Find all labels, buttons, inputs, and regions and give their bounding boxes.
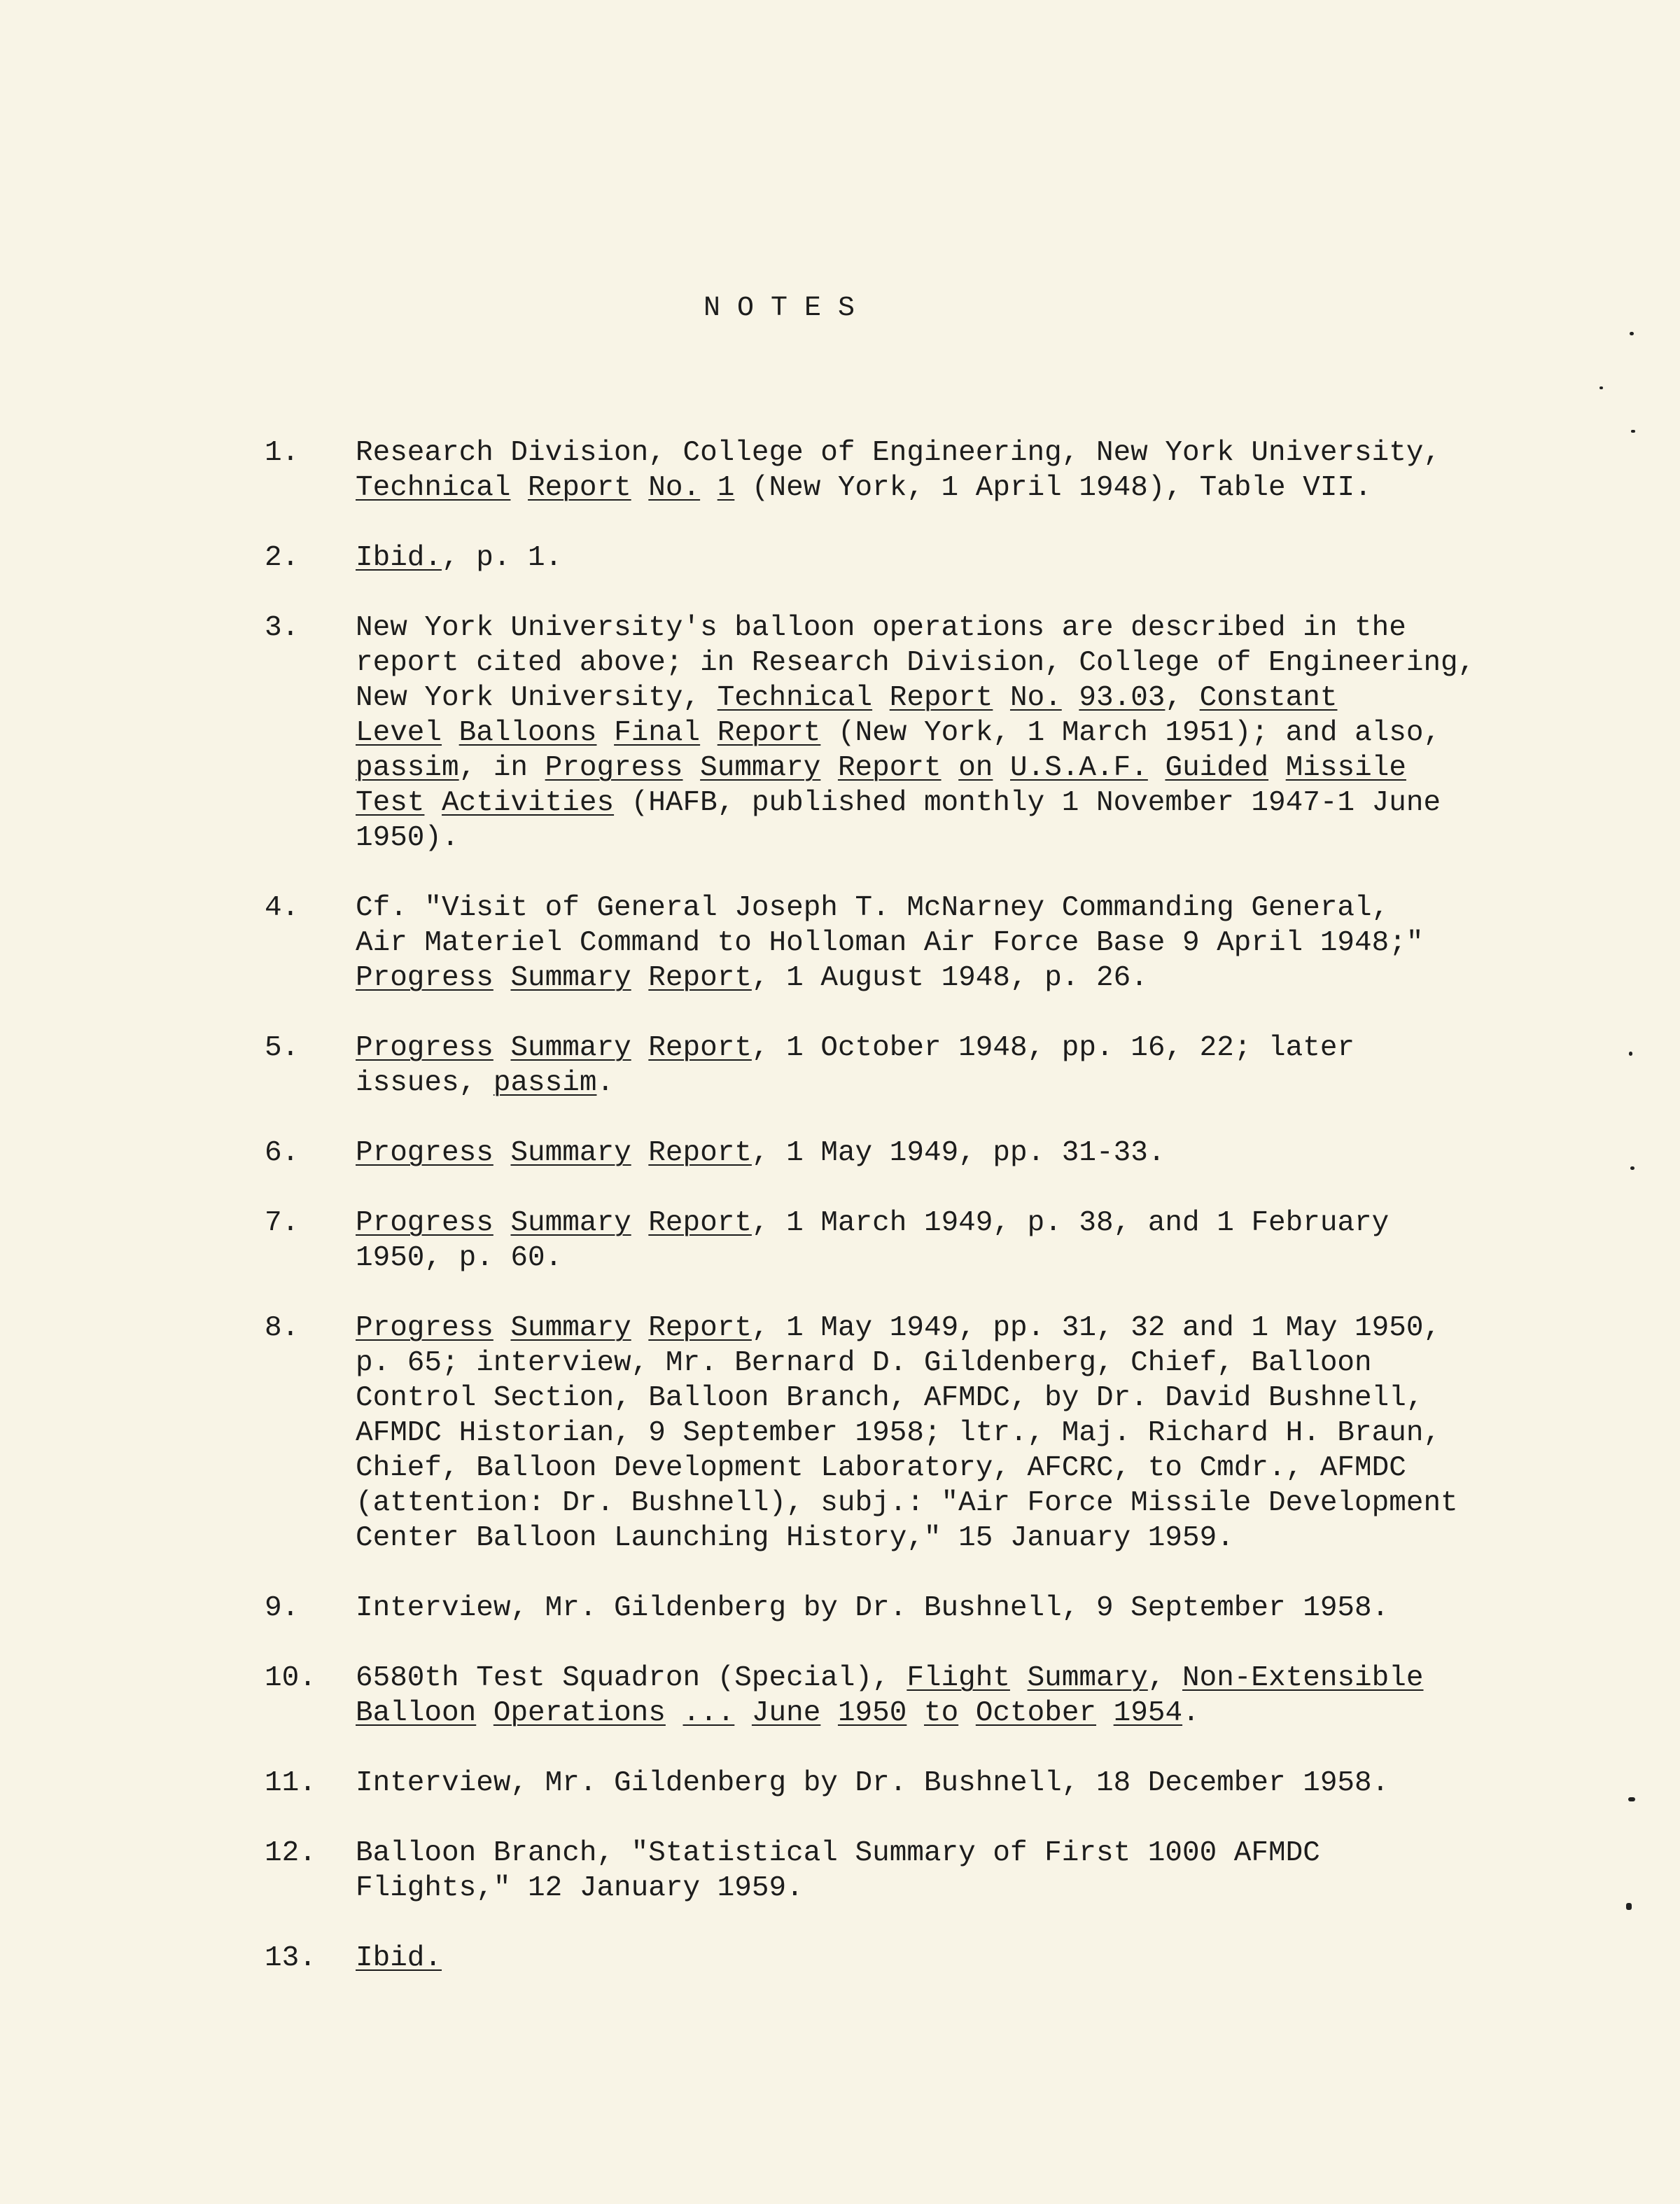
note-text — [356, 1136, 1532, 1171]
note-number: 1. — [265, 437, 300, 469]
underlined-title-segment: Progress — [356, 1207, 493, 1239]
margin-speck — [1626, 1903, 1632, 1910]
text-segment — [1268, 752, 1286, 784]
note-line — [356, 1066, 1532, 1101]
text-segment — [631, 962, 649, 994]
margin-speck — [1631, 430, 1635, 433]
text-segment: p. 65; interview, Mr. Bernard D. Gildenberg, Chief, Balloon — [356, 1347, 1372, 1379]
underlined-title-segment: Report — [648, 1207, 752, 1239]
text-segment: New York University's balloon operations are described in the — [356, 612, 1406, 644]
text-segment — [993, 752, 1010, 784]
note-line — [356, 1941, 1532, 1976]
text-segment — [1010, 1662, 1028, 1694]
text-segment — [872, 682, 890, 714]
text-segment — [631, 1137, 649, 1169]
text-segment — [631, 1207, 649, 1239]
underlined-title-segment: 1 — [717, 472, 735, 504]
text-segment: 6580th Test Squadron (Special), — [356, 1662, 907, 1694]
underlined-title-segment: Report — [837, 752, 941, 784]
text-segment: . — [1182, 1697, 1200, 1729]
underlined-title-segment: Flight — [906, 1662, 1010, 1694]
text-segment — [700, 717, 718, 749]
text-segment: Balloon Branch, "Statistical Summary of First 1000 AFMDC — [356, 1837, 1320, 1869]
text-segment — [510, 472, 528, 504]
underlined-title-segment: Level — [356, 717, 442, 749]
text-segment: AFMDC Historian, 9 September 1958; ltr., Maj. Richard H. Braun, — [356, 1417, 1441, 1449]
note-number: 4. — [265, 892, 300, 924]
text-segment: New York University, — [356, 682, 718, 714]
text-segment — [1062, 682, 1079, 714]
margin-speck — [1630, 1166, 1634, 1170]
underlined-title-segment: Test — [356, 787, 425, 819]
text-segment — [493, 962, 511, 994]
text-segment: 1950). — [356, 822, 459, 854]
note-text — [356, 435, 1532, 505]
note-line — [356, 821, 1532, 856]
text-segment — [734, 1697, 752, 1729]
text-segment — [700, 472, 718, 504]
text-segment — [820, 752, 838, 784]
underlined-title-segment: Progress — [356, 1312, 493, 1344]
margin-speck — [1630, 332, 1634, 335]
underlined-title-segment: Summary — [510, 1312, 631, 1344]
note-number: 6. — [265, 1137, 300, 1169]
note-number: 2. — [265, 542, 300, 574]
text-segment: (attention: Dr. Bushnell), subj.: "Air Force Missile Development — [356, 1487, 1458, 1519]
underlined-title-segment: Summary — [510, 1032, 631, 1064]
underlined-title-segment: Summary — [510, 1137, 631, 1169]
text-segment: Center Balloon Launching History," 15 January 1959. — [356, 1522, 1234, 1554]
text-segment — [631, 1032, 649, 1064]
note-line — [356, 1136, 1532, 1171]
underlined-title-segment: Progress — [545, 752, 683, 784]
underlined-title-segment: Technical — [717, 682, 873, 714]
note-line — [356, 1661, 1532, 1696]
note-line — [356, 1591, 1532, 1626]
note-line — [356, 681, 1532, 716]
underlined-title-segment: Progress — [356, 1032, 493, 1064]
text-segment: , p. 1. — [442, 542, 563, 574]
underlined-title-segment: Report — [648, 1312, 752, 1344]
text-segment — [424, 787, 442, 819]
text-segment: , 1 March 1949, p. 38, and 1 February — [751, 1207, 1390, 1239]
page-title: NOTES — [704, 293, 872, 324]
note-line — [356, 961, 1532, 996]
underlined-title-segment: Missile — [1285, 752, 1406, 784]
underlined-title-segment: Activities — [442, 787, 615, 819]
note-number: 9. — [265, 1592, 300, 1624]
note-line — [356, 1766, 1532, 1801]
note-line — [356, 1031, 1532, 1066]
text-segment: , 1 October 1948, pp. 16, 22; later — [751, 1032, 1355, 1064]
underlined-title-segment: No. — [648, 472, 701, 504]
margin-speck — [1628, 1797, 1635, 1801]
underlined-title-segment: Summary — [510, 1207, 631, 1239]
text-segment: 1950, p. 60. — [356, 1242, 563, 1274]
note-text — [356, 1661, 1532, 1731]
text-segment — [493, 1312, 511, 1344]
underlined-title-segment: Report — [648, 1032, 752, 1064]
note-number: 7. — [265, 1207, 300, 1239]
text-segment: report cited above; in Research Division, College of Engineering, — [356, 647, 1476, 679]
text-segment: (HAFB, published monthly 1 November 1947-1 June — [614, 787, 1441, 819]
note-number: 10. — [265, 1662, 316, 1694]
text-segment: Control Section, Balloon Branch, AFMDC, by Dr. David Bushnell, — [356, 1382, 1424, 1414]
text-segment: Air Materiel Command to Holloman Air Force Base 9 April 1948;" — [356, 927, 1424, 959]
text-segment — [820, 1697, 838, 1729]
underlined-title-segment: to — [923, 1697, 959, 1729]
note-line — [356, 1521, 1532, 1556]
text-segment: Cf. "Visit of General Joseph T. McNarney Commanding General, — [356, 892, 1390, 924]
note-number: 12. — [265, 1837, 316, 1869]
note-line — [356, 435, 1532, 470]
text-segment: , in — [458, 752, 545, 784]
text-segment: Research Division, College of Engineering, New York University, — [356, 437, 1441, 469]
note-text — [356, 1206, 1532, 1276]
note-text — [356, 540, 1532, 576]
underlined-title-segment: Summary — [510, 962, 631, 994]
underlined-title-segment: Non-Extensible — [1182, 1662, 1424, 1694]
note-line — [356, 1381, 1532, 1416]
note-line — [356, 1696, 1532, 1731]
text-segment: , 1 May 1949, pp. 31-33. — [751, 1137, 1166, 1169]
note-text — [356, 611, 1532, 856]
note-line — [356, 1346, 1532, 1381]
note-line — [356, 1206, 1532, 1241]
note-line — [356, 646, 1532, 681]
text-segment — [596, 717, 614, 749]
text-segment — [906, 1697, 924, 1729]
note-text — [356, 1836, 1532, 1906]
text-segment: Flights," 12 January 1959. — [356, 1872, 804, 1904]
underlined-title-segment: 1954 — [1113, 1697, 1183, 1729]
note-text — [356, 1031, 1532, 1101]
note-line — [356, 1311, 1532, 1346]
text-segment: . — [596, 1067, 615, 1099]
underlined-title-segment: on — [958, 752, 993, 784]
underlined-title-segment: Final — [614, 717, 701, 749]
underlined-title-segment: Guided — [1165, 752, 1269, 784]
underlined-title-segment: No. — [1009, 682, 1062, 714]
note-text — [356, 1591, 1532, 1626]
note-number: 13. — [265, 1942, 316, 1974]
text-segment — [493, 1032, 511, 1064]
underlined-title-segment: Report — [889, 682, 993, 714]
note-line — [356, 1451, 1532, 1486]
note-text — [356, 1766, 1532, 1801]
text-segment: , 1 May 1949, pp. 31, 32 and 1 May 1950, — [751, 1312, 1441, 1344]
text-segment: , — [1165, 682, 1200, 714]
margin-speck — [1600, 386, 1603, 389]
text-segment: issues, — [356, 1067, 493, 1099]
text-segment — [493, 1207, 511, 1239]
note-line — [356, 611, 1532, 646]
note-line — [356, 470, 1532, 505]
underlined-title-segment: Balloon — [356, 1697, 477, 1729]
note-number: 3. — [265, 612, 300, 644]
underlined-title-segment: Operations — [493, 1697, 666, 1729]
note-line — [356, 926, 1532, 961]
text-segment — [941, 752, 959, 784]
note-line — [356, 716, 1532, 751]
note-line — [356, 1836, 1532, 1871]
note-line — [356, 786, 1532, 821]
text-segment — [493, 1137, 511, 1169]
note-text — [356, 891, 1532, 996]
underlined-title-segment: Progress — [356, 962, 493, 994]
underlined-title-segment: Constant — [1199, 682, 1338, 714]
note-number: 5. — [265, 1032, 300, 1064]
underlined-title-segment: U.S.A.F. — [1010, 752, 1148, 784]
underlined-title-segment: Ibid. — [356, 1942, 442, 1974]
note-line — [356, 751, 1532, 786]
underlined-title-segment: Summary — [1027, 1662, 1148, 1694]
note-line — [356, 1486, 1532, 1521]
note-line — [356, 1871, 1532, 1906]
underlined-title-segment: Summary — [700, 752, 821, 784]
underlined-title-segment: passim — [356, 752, 459, 784]
underlined-title-segment: 93.03 — [1079, 682, 1166, 714]
text-segment — [442, 717, 459, 749]
text-segment — [631, 472, 649, 504]
underlined-title-segment: October — [975, 1697, 1097, 1729]
text-segment — [631, 1312, 649, 1344]
text-segment: Chief, Balloon Development Laboratory, AFCRC, to Cmdr., AFMDC — [356, 1452, 1406, 1484]
text-segment — [958, 1697, 976, 1729]
underlined-title-segment: Report — [648, 962, 752, 994]
text-segment: Interview, Mr. Gildenberg by Dr. Bushnell, 18 December 1958. — [356, 1767, 1390, 1799]
text-segment — [1148, 752, 1166, 784]
underlined-title-segment: Report — [528, 472, 631, 504]
text-segment — [683, 752, 701, 784]
note-number: 8. — [265, 1312, 300, 1344]
underlined-title-segment: Progress — [356, 1137, 493, 1169]
note-line — [356, 540, 1532, 576]
text-segment — [476, 1697, 493, 1729]
underlined-title-segment: June — [751, 1697, 821, 1729]
note-text — [356, 1941, 1532, 1976]
note-number: 11. — [265, 1767, 316, 1799]
underlined-title-segment: 1950 — [837, 1697, 907, 1729]
text-segment — [1096, 1697, 1114, 1729]
text-segment — [666, 1697, 683, 1729]
margin-speck — [1629, 1052, 1632, 1056]
note-line — [356, 1416, 1532, 1451]
text-segment: , 1 August 1948, p. 26. — [751, 962, 1148, 994]
underlined-title-segment: Technical — [356, 472, 511, 504]
note-text — [356, 1311, 1532, 1556]
underlined-title-segment: Report — [717, 717, 821, 749]
note-line — [356, 1241, 1532, 1276]
underlined-title-segment: Balloons — [458, 717, 597, 749]
text-segment — [993, 682, 1010, 714]
underlined-title-segment: Report — [648, 1137, 752, 1169]
underlined-title-segment: ... — [682, 1697, 735, 1729]
underlined-title-segment: passim — [493, 1067, 597, 1099]
text-segment: (New York, 1 April 1948), Table VII. — [734, 472, 1372, 504]
note-line — [356, 891, 1532, 926]
text-segment: Interview, Mr. Gildenberg by Dr. Bushnell, 9 September 1958. — [356, 1592, 1390, 1624]
text-segment: , — [1147, 1662, 1183, 1694]
underlined-title-segment: Ibid. — [356, 542, 442, 574]
text-segment: (New York, 1 March 1951); and also, — [820, 717, 1441, 749]
